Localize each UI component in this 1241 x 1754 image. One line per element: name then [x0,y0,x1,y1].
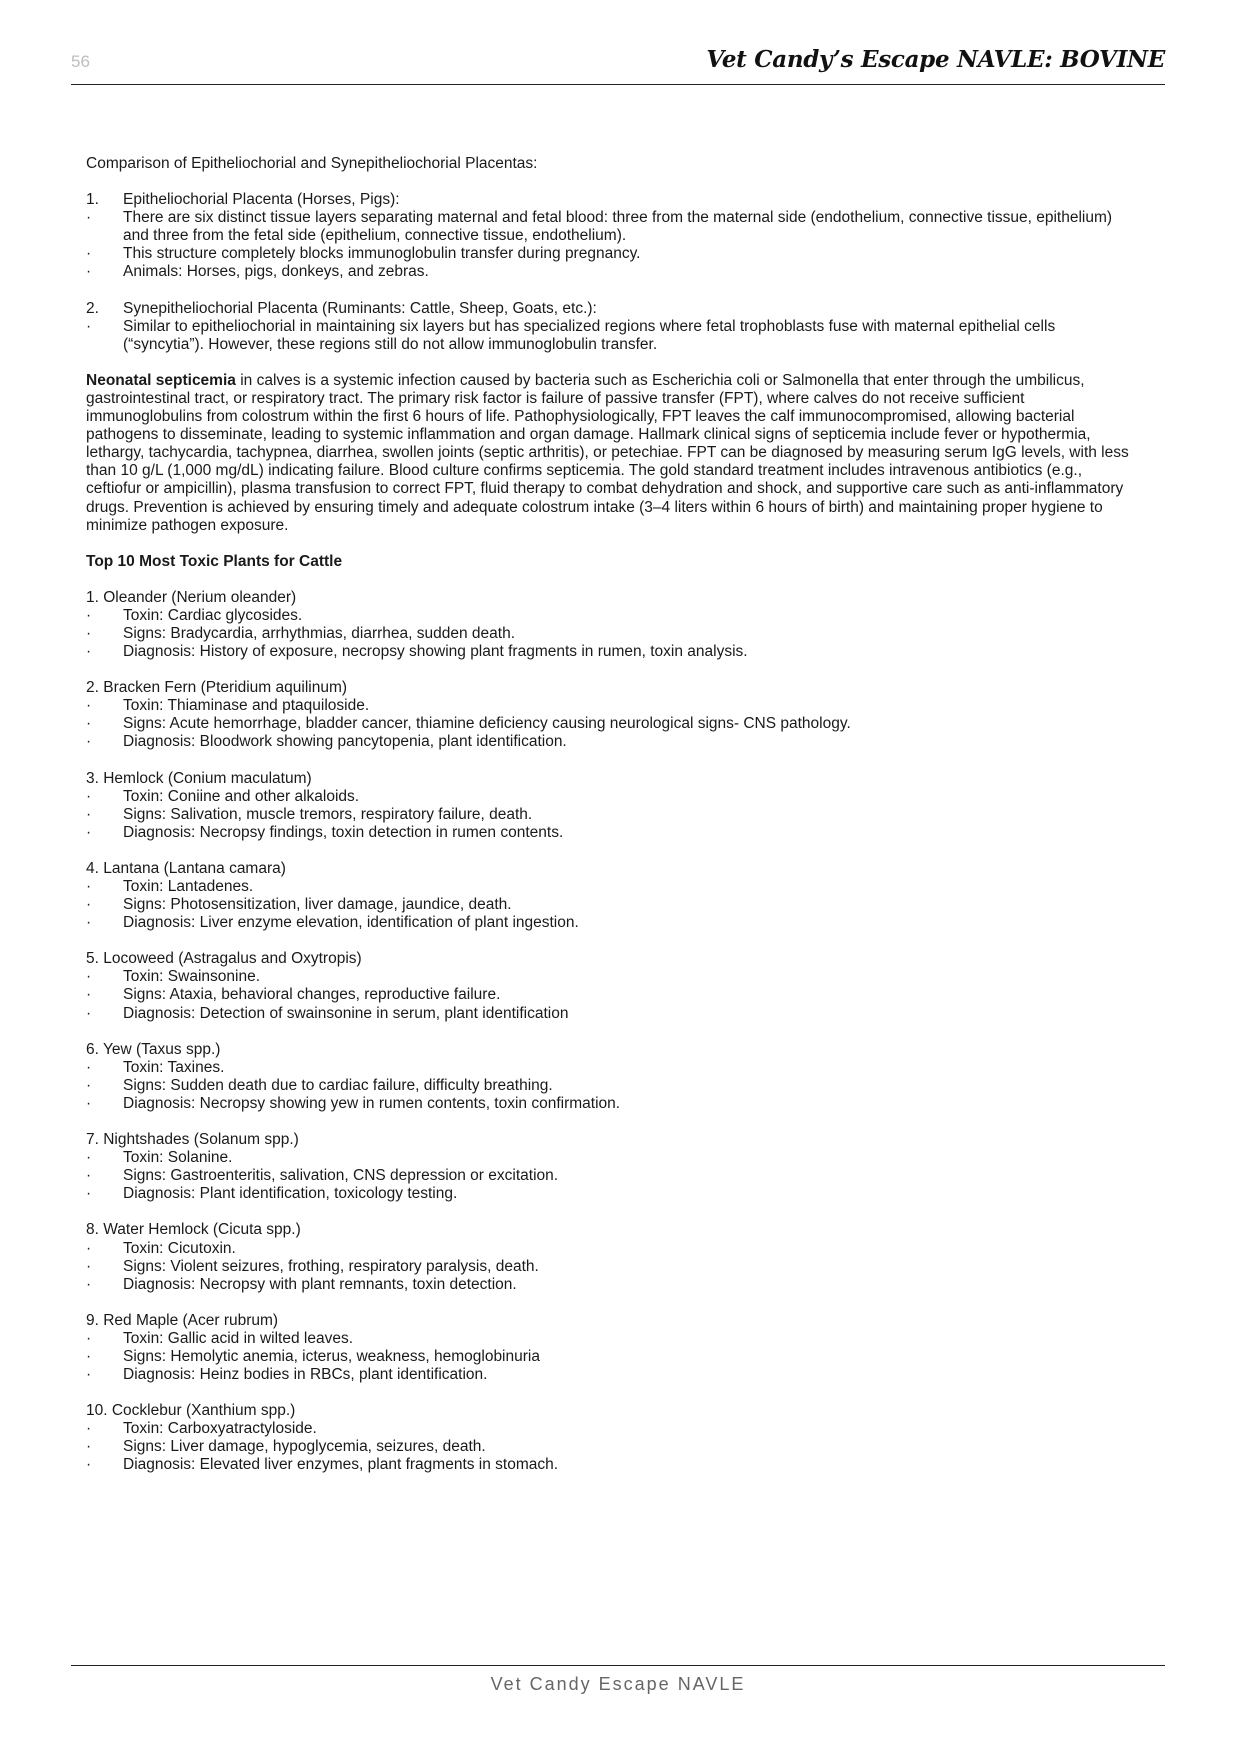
bullet-icon: · [86,715,92,733]
list-item: · This structure completely blocks immunoglobulin transfer during pregnancy. [86,245,641,263]
bullet-icon: · [86,805,92,823]
page-number: 56 [71,52,90,71]
plant-list [86,589,1136,1475]
page-header [71,44,1165,85]
bullet-icon: · [86,1420,92,1438]
bullet-icon: · [86,624,92,642]
bullet-icon: · [86,606,92,624]
list-item: · Signs: Sudden death due to cardiac failure, difficulty breathing. [86,1076,553,1094]
bullet-icon: · [86,245,92,263]
list-item: · Diagnosis: Bloodwork showing pancytopenia, plant identification. [86,733,567,751]
bullet-icon: · [86,1058,92,1076]
section-number: 1. [86,191,99,209]
plant-heading: 4. Lantana (Lantana camara) [86,859,286,877]
bullet-icon: · [86,1167,92,1185]
plant-entry [86,1041,1136,1113]
bullet-icon: · [86,643,92,661]
bullet-icon: · [86,787,92,805]
list-item: · Diagnosis: Necropsy showing yew in rumen contents, toxin confirmation. [86,1094,621,1112]
list-item: · Toxin: Cicutoxin. [86,1239,236,1257]
list-item: · Signs: Gastroenteritis, salivation, CNS depression or excitation. [86,1167,559,1185]
bullet-icon: · [86,1456,92,1474]
bullet-icon: · [86,697,92,715]
plant-heading: 9. Red Maple (Acer rubrum) [86,1311,279,1329]
plant-heading: 10. Cocklebur (Xanthium spp.) [86,1402,296,1420]
bullet-icon: · [86,1076,92,1094]
list-item: · Toxin: Thiaminase and ptaquiloside. [86,697,370,715]
placenta-title: Comparison of Epitheliochorial and Synepitheliochorial Placentas: [86,155,538,172]
bullet-icon: · [86,896,92,914]
list-item: · Diagnosis: Heinz bodies in RBCs, plant identification. [86,1366,488,1384]
bullet-icon: · [86,823,92,841]
list-item: · Toxin: Cardiac glycosides. [86,606,303,624]
bullet-icon: · [86,1329,92,1347]
list-item: · Toxin: Solanine. [86,1149,233,1167]
plant-heading: 8. Water Hemlock (Cicuta spp.) [86,1221,301,1239]
bullet-icon: · [86,914,92,932]
bullet-icon: · [86,986,92,1004]
plants-title: Top 10 Most Toxic Plants for Cattle [86,552,343,570]
septicemia-text: in calves is a systemic infection caused by bacteria such as Escherichia coli or Salmonella that enter through the umbilicus, gastrointestinal tract, or respiratory tract. The primary risk factor is failure of passive transfer (FPT), where calves do not receive sufficient immunoglobulins from colostrum within the first 6 hours of life. Pathophysiologically, FPT leaves the calf immunocompromised, allowing bacterial pathogens to disseminate, leading to systemic inflammation and organ damage. Hallmark clinical signs of septicemia include fever or hypothermia, lethargy, tachycardia, tachypnea, diarrhea, swollen joints (septic arthritis), or petechiae. FPT can be diagnosed by measuring serum IgG levels, with less than 10 g/L (1,000 mg/dL) indicating failure. Blood culture confirms septicemia. The gold standard treatment includes intravenous antibiotics (e.g., ceftiofur or ampicillin), plasma transfusion to correct FPT, fluid therapy to combat dehydration and shock, and supportive care such as anti-inflammatory drugs. Prevention is achieved by ensuring timely and adequate colostrum intake (3–4 liters within 6 hours of birth) and maintaining proper hygiene to minimize pathogen exposure. [86,371,1129,534]
list-item: · Similar to epitheliochorial in maintaining six layers but has specialized regions where fetal trophoblasts fuse with maternal epithelial cells (“syncytia”). However, these regions still do not allow immunoglobulin transfer. [86,317,1056,353]
plant-heading: 1. Oleander (Nerium oleander) [86,588,297,606]
plant-entry [86,950,1136,1022]
list-item: · There are six distinct tissue layers separating maternal and fetal blood: three from the maternal side (endothelium, connective tissue, epithelium) and three from the fetal side (epithelium, connective tissue, endothelium). [86,209,1113,245]
list-item: · Signs: Acute hemorrhage, bladder cancer, thiamine deficiency causing neurological signs- CNS pathology. [86,715,851,733]
footer-text: Vet Candy Escape NAVLE [490,1674,746,1694]
list-item: · Toxin: Carboxyatractyloside. [86,1420,317,1438]
plant-entry [86,1402,1136,1474]
bullet-icon: · [86,209,92,227]
plant-heading: 6. Yew (Taxus spp.) [86,1040,221,1058]
list-item: · Toxin: Coniine and other alkaloids. [86,787,360,805]
list-item: · Signs: Photosensitization, liver damage, jaundice, death. [86,896,512,914]
bullet-icon: · [86,1094,92,1112]
list-item: · Toxin: Swainsonine. [86,968,260,986]
bullet-icon: · [86,968,92,986]
list-item: · Diagnosis: History of exposure, necropsy showing plant fragments in rumen, toxin analysis. [86,643,748,661]
bullet-icon: · [86,1149,92,1167]
list-item: · Diagnosis: Elevated liver enzymes, plant fragments in stomach. [86,1456,559,1474]
plant-entry [86,1221,1136,1293]
bullet-icon: · [86,878,92,895]
list-item: · Signs: Salivation, muscle tremors, respiratory failure, death. [86,805,533,823]
book-title: Vet Candy’s Escape NAVLE: BOVINE [706,46,1165,73]
plant-heading: 3. Hemlock (Conium maculatum) [86,769,312,787]
list-item: · Toxin: Taxines. [86,1058,225,1076]
bullet-icon: · [86,1366,92,1384]
bullet-icon: · [86,1275,92,1293]
plant-entry [86,1131,1136,1203]
list-item: · Signs: Liver damage, hypoglycemia, seizures, death. [86,1438,486,1456]
plant-entry [86,679,1136,751]
bullet-icon: · [86,1185,92,1203]
list-item: · Diagnosis: Liver enzyme elevation, identification of plant ingestion. [86,914,579,932]
list-item: · Toxin: Lantadenes. [86,878,254,895]
list-item: · Animals: Horses, pigs, donkeys, and zebras. [86,263,429,281]
list-item: · Diagnosis: Detection of swainsonine in serum, plant identification [86,1004,569,1022]
section-number: 2. [86,299,99,317]
list-item: · Toxin: Gallic acid in wilted leaves. [86,1329,354,1347]
plant-entry [86,589,1136,661]
bullet-icon: · [86,1239,92,1257]
bullet-icon: · [86,1257,92,1275]
plant-heading: 2. Bracken Fern (Pteridium aquilinum) [86,679,348,697]
list-item: · Signs: Violent seizures, frothing, respiratory paralysis, death. [86,1257,539,1275]
list-item: · Signs: Ataxia, behavioral changes, reproductive failure. [86,986,501,1004]
bullet-icon: · [86,733,92,751]
list-item: · Diagnosis: Necropsy findings, toxin detection in rumen contents. [86,823,564,841]
bullet-icon: · [86,263,92,281]
septicemia-term: Neonatal septicemia [86,371,236,389]
page-content [86,155,1136,1475]
placenta-section-heading [86,300,1136,318]
list-item: · Diagnosis: Necropsy with plant remnants, toxin detection. [86,1275,517,1293]
bullet-icon: · [86,1438,92,1456]
plant-heading: 7. Nightshades (Solanum spp.) [86,1131,299,1149]
placenta-section-heading [86,191,1136,209]
septicemia-paragraph [86,372,1136,535]
page-footer [71,1665,1165,1695]
list-item: · Signs: Bradycardia, arrhythmias, diarrhea, sudden death. [86,624,516,642]
bullet-icon: · [86,317,92,335]
bullet-icon: · [86,1004,92,1022]
list-item: · Signs: Hemolytic anemia, icterus, weakness, hemoglobinuria [86,1347,540,1365]
section-heading-text: Epitheliochorial Placenta (Horses, Pigs): [123,191,400,209]
plant-entry [86,770,1136,842]
plant-entry [86,1312,1136,1384]
plant-heading: 5. Locoweed (Astragalus and Oxytropis) [86,950,362,968]
list-item: · Diagnosis: Plant identification, toxicology testing. [86,1185,458,1203]
bullet-icon: · [86,1347,92,1365]
plant-entry [86,860,1136,932]
section-heading-text: Synepitheliochorial Placenta (Ruminants: Cattle, Sheep, Goats, etc.): [123,299,597,317]
